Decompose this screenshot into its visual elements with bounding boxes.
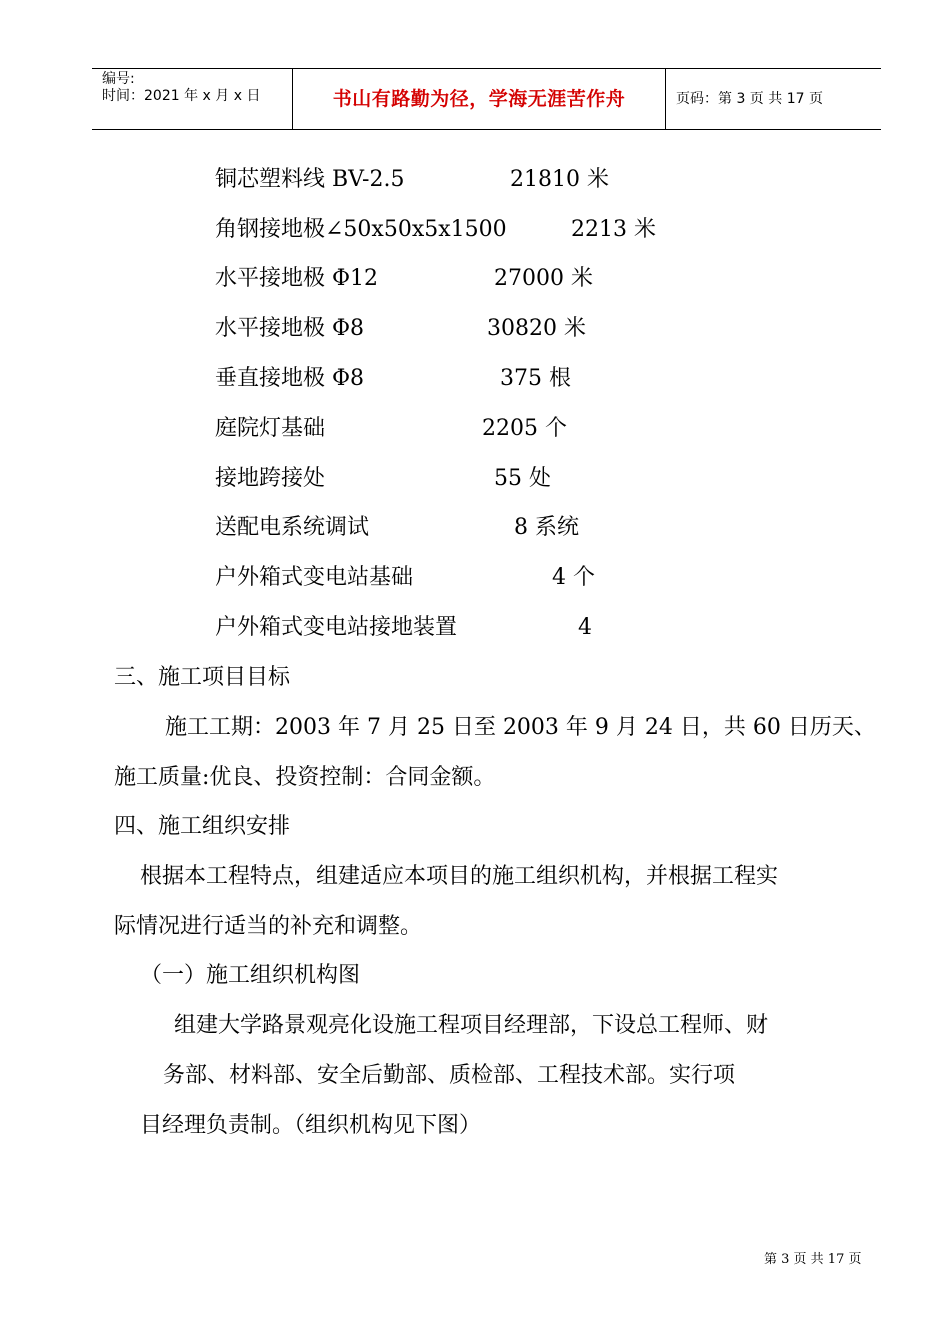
document-number-label: 编号:	[102, 71, 135, 87]
item-quantity: 55 处	[494, 466, 551, 491]
item-quantity: 8 系统	[514, 515, 579, 540]
header-motto: 书山有路勤为径，学海无涯苦作舟	[293, 69, 666, 129]
subsection-heading: （一）施工组织机构图	[140, 963, 361, 988]
subsection-paragraph-line: 务部、材料部、安全后勤部、质检部、工程技术部。实行项	[163, 1063, 736, 1088]
item-name: 送配电系统调试	[215, 515, 370, 540]
item-name: 水平接地极 Φ8	[215, 316, 365, 341]
item-quantity: 30820 米	[487, 316, 586, 341]
item-quantity: 2213 米	[571, 217, 656, 242]
section-3-paragraph-line: 施工质量:优良、投资控制：合同金额。	[114, 765, 496, 790]
item-name: 角钢接地极∠50x50x5x1500	[215, 217, 507, 242]
item-quantity: 4	[578, 615, 592, 640]
section-3-heading: 三、施工项目目标	[114, 665, 291, 690]
item-quantity: 4 个	[552, 565, 595, 590]
header-meta-cell	[92, 69, 293, 129]
item-quantity: 27000 米	[494, 266, 593, 291]
document-time-label: 时间：2021 年 x 月 x 日	[102, 88, 261, 104]
section-4-heading: 四、施工组织安排	[114, 814, 291, 839]
section-4-paragraph-line: 际情况进行适当的补充和调整。	[114, 914, 423, 939]
item-name: 垂直接地极 Φ8	[215, 366, 365, 391]
page-footer: 第 3 页 共 17 页	[764, 1252, 862, 1267]
page-header	[92, 68, 881, 130]
item-quantity: 21810 米	[510, 167, 609, 192]
item-quantity: 375 根	[500, 366, 571, 391]
item-quantity: 2205 个	[482, 416, 567, 441]
item-name: 户外箱式变电站接地装置	[215, 615, 458, 640]
item-name: 铜芯塑料线 BV-2.5	[215, 167, 405, 192]
header-page-info: 页码：第 3 页 共 17 页	[676, 91, 823, 107]
item-name: 庭院灯基础	[215, 416, 326, 441]
item-name: 户外箱式变电站基础	[215, 565, 414, 590]
subsection-paragraph-line: 目经理负责制。（组织机构见下图）	[140, 1113, 482, 1138]
subsection-paragraph-line: 组建大学路景观亮化设施工程项目经理部，下设总工程师、财	[174, 1013, 769, 1038]
section-4-paragraph-line: 根据本工程特点，组建适应本项目的施工组织机构，并根据工程实	[140, 864, 779, 889]
item-name: 水平接地极 Φ12	[215, 266, 379, 291]
item-name: 接地跨接处	[215, 466, 326, 491]
section-3-paragraph-line: 施工工期：2003 年 7 月 25 日至 2003 年 9 月 24 日，共 60 日历天、	[165, 715, 876, 740]
